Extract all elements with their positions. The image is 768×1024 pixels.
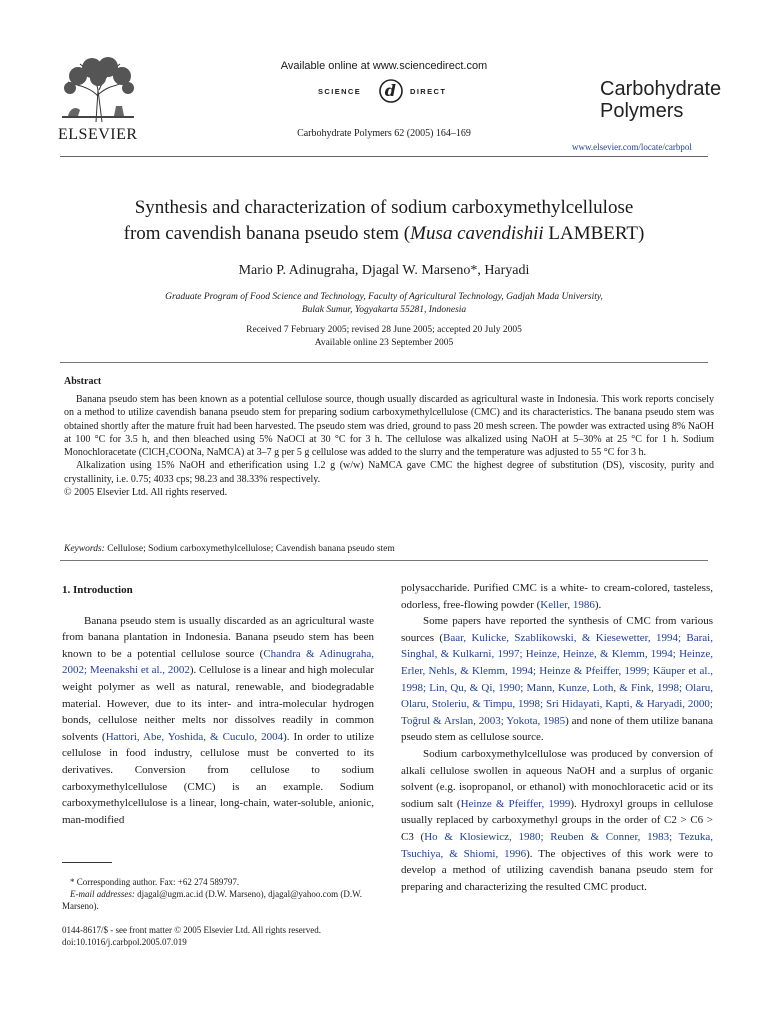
left-column xyxy=(62,582,374,828)
citation-link[interactable]: Chandra & Adinugraha, 2002; Meenakshi et al., 2002 xyxy=(62,647,374,677)
svg-text:d: d xyxy=(384,81,398,100)
text-span: Banana pseudo stem is usually discarded as an agricultural waste from banana plantation in Indonesia. Banana pseudo stem has been known to be a potential cellulose source ( xyxy=(62,614,374,660)
citation-link[interactable]: Keller, 1986 xyxy=(540,598,595,611)
text-span: Some papers have reported the synthesis of CMC from various sources ( xyxy=(401,615,713,644)
intro-paragraph-3 xyxy=(401,746,713,895)
article-title xyxy=(60,195,708,247)
email-label: E-mail addresses: xyxy=(70,889,135,899)
right-column xyxy=(401,580,713,895)
intro-paragraph-1-cont xyxy=(401,580,713,613)
keywords-text: Cellulose; Sodium carboxymethylcellulose; Cavendish banana pseudo stem xyxy=(104,544,395,554)
journal-title-line2: Polymers xyxy=(600,100,684,122)
affiliation-line1: Graduate Program of Food Science and Technology, Faculty of Agricultural Technology, Gadjah Mada University, xyxy=(165,292,603,302)
abstract-heading: Abstract xyxy=(64,376,102,387)
text-span: ). Hydroxyl groups in cellulose usually replaced by carboxymethyl groups in the order of C2 > C6 > C3 ( xyxy=(401,797,713,843)
available-date: Available online 23 September 2005 xyxy=(314,338,454,348)
affiliation-line2: Bulak Sumur, Yogyakarta 55281, Indonesia xyxy=(301,305,467,315)
text-span: ) and none of them utilize banana pseudo stem as cellulose source. xyxy=(401,714,714,744)
abstract-divider-bottom xyxy=(60,560,708,561)
citation-link[interactable]: Heinze & Pfeiffer, 1999 xyxy=(460,797,571,810)
abstract-paragraph-2: Alkalization using 15% NaOH and etherification using 1.2 g (w/w) NaMCA gave CMC the highest degree of substitution (DS), viscosity, purity and crystallinity, i.e. 0.75; 4033 cps; 98.23 and 38.33% respectively. xyxy=(64,460,714,485)
footnotes xyxy=(62,876,380,948)
journal-title-logo xyxy=(600,78,721,122)
journal-title-line1: Carbohydrate xyxy=(600,78,722,100)
article-dates xyxy=(60,324,708,350)
author-list: Mario P. Adinugraha, Djagal W. Marseno*, Haryadi xyxy=(238,263,530,278)
species-name: Musa cavendishii xyxy=(410,223,544,244)
intro-paragraph-1 xyxy=(62,613,374,829)
affiliation xyxy=(60,291,708,317)
footnote-divider xyxy=(62,862,112,863)
corresponding-author-note: * Corresponding author. Fax: +62 274 589797. xyxy=(70,877,240,887)
article-title-line2 xyxy=(60,221,708,247)
text-span: ). In order to utilize cellulose in food industry, cellulose must be converted to its derivatives. Conversion from cellulose to sodium carboxymethylcellulose (CMC) is an example. Sodium carboxymethylcellulose is a linear, long-chain, water-soluble, anionic, man-modified xyxy=(62,730,374,826)
journal-url-link[interactable]: www.elsevier.com/locate/carbpol xyxy=(572,142,692,152)
journal-reference: Carbohydrate Polymers 62 (2005) 164–169 xyxy=(297,128,471,139)
email-note xyxy=(62,888,380,912)
keywords xyxy=(64,544,395,554)
intro-paragraph-2 xyxy=(401,613,713,746)
citation-link[interactable]: Hattori, Abe, Yoshida, & Cuculo, 2004 xyxy=(105,730,284,743)
header-divider xyxy=(60,156,708,157)
doi-line[interactable]: doi:10.1016/j.carbpol.2005.07.019 xyxy=(62,937,187,947)
title-text-end: LAMBERT) xyxy=(543,223,645,244)
citation-link[interactable]: Baar, Kulicke, Szablikowski, & Kiesewetter, 1994; Barai, Singhal, & Kulkarni, 1997; Heinze, Heinze, & Klemm, 1994; Heinze, Erler, Nehls, & Klemm, 1994; Heinze & Pfeiffer, 1999; Käuper et al., 1998; Lin, Qu, & Qi, 1990; Mann, Kunze, Loth, & Fink, 1998; Olaru, Olaru, Stoleriu, & Timpu, 1998; Sri Hidayati, Kapti, & Haryadi, 2000; Toğrul & Arslan, 2003; Yokota, 1985 xyxy=(401,631,713,727)
sd-mark-icon xyxy=(376,78,406,106)
text-span: polysaccharide. Purified CMC is a white- to cream-colored, tasteless, odorless, free-flowing powder ( xyxy=(401,582,713,611)
section-heading-introduction: 1. Introduction xyxy=(62,584,133,596)
abstract-divider-top xyxy=(60,362,708,363)
available-online-line[interactable]: Available online at www.sciencedirect.com xyxy=(280,60,488,72)
sd-direct-word: DIRECT xyxy=(410,87,447,96)
email-text[interactable]: djagal@ugm.ac.id (D.W. Marseno), djagal@yahoo.com (D.W. Marseno). xyxy=(62,889,363,911)
text-span: ). xyxy=(594,598,602,611)
article-title-line1: Synthesis and characterization of sodium carboxymethylcellulose xyxy=(134,197,634,218)
text-span: ). Cellulose is a linear and high molecular weight polymer as well as natural, renewable, and biodegradable material. However, due to its inter- and intra-molecular hydrogen bonds, cellulose neither melts nor dissolves readily in common solvents ( xyxy=(62,664,375,743)
abstract-paragraph-1: Banana pseudo stem has been known as a potential cellulose source, though usually discarded as agricultural waste in Indonesia. This work reports concisely on a method to utilize cavendish banana pseudo stem for preparing sodium carboxymethylcellulose (CMC) and its characteristics. The banana pseudo stem was obtained shortly after the mature fruit had been harvested. The pseudo stem was dried, ground to pass 20 mesh screen. The powder was extracted using 8% NaOH at 100 °C for 3.5 h, and then bleached using 5% NaOCl at 30 °C for 3 h. The cellulose was alkalized using NaOH at 5–30% at 25 °C for 1 h. Sodium Monochloracetate (ClCH₂COONa, NaMCA) at 3–7 g per 5 g cellulose was added to the slurry and the temperature was adjusted to 55 °C for 3 h. xyxy=(64,394,714,459)
text-span: Sodium carboxymethylcellulose was produced by conversion of alkali cellulose swollen in aqueous NaOH and a surplus of organic solvent (e.g. isopropanol, or ethanol) with monochloracetic acid or its sodium salt ( xyxy=(401,747,713,810)
abstract-copyright: © 2005 Elsevier Ltd. All rights reserved. xyxy=(64,487,228,499)
citation-link[interactable]: Ho & Klosiewicz, 1980; Reuben & Conner, 1983; Tezuka, Tsuchiya, & Shiomi, 1996 xyxy=(401,830,713,860)
received-dates: Received 7 February 2005; revised 28 June 2005; accepted 20 July 2005 xyxy=(246,325,522,335)
keywords-label: Keywords: xyxy=(64,544,105,554)
text-span: ). The objectives of this work were to develop a method of utilizing cavendish banana pseudo stem for preparing and characterizing the resulted CMC product. xyxy=(401,847,713,893)
publisher-name: ELSEVIER xyxy=(58,126,138,143)
sd-science-word: SCIENCE xyxy=(318,87,362,96)
sciencedirect-logo xyxy=(308,78,468,104)
title-text: from cavendish banana pseudo stem ( xyxy=(123,223,411,244)
abstract-body xyxy=(64,393,714,499)
issn-line: 0144-8617/$ - see front matter © 2005 Elsevier Ltd. All rights reserved. xyxy=(62,925,322,935)
